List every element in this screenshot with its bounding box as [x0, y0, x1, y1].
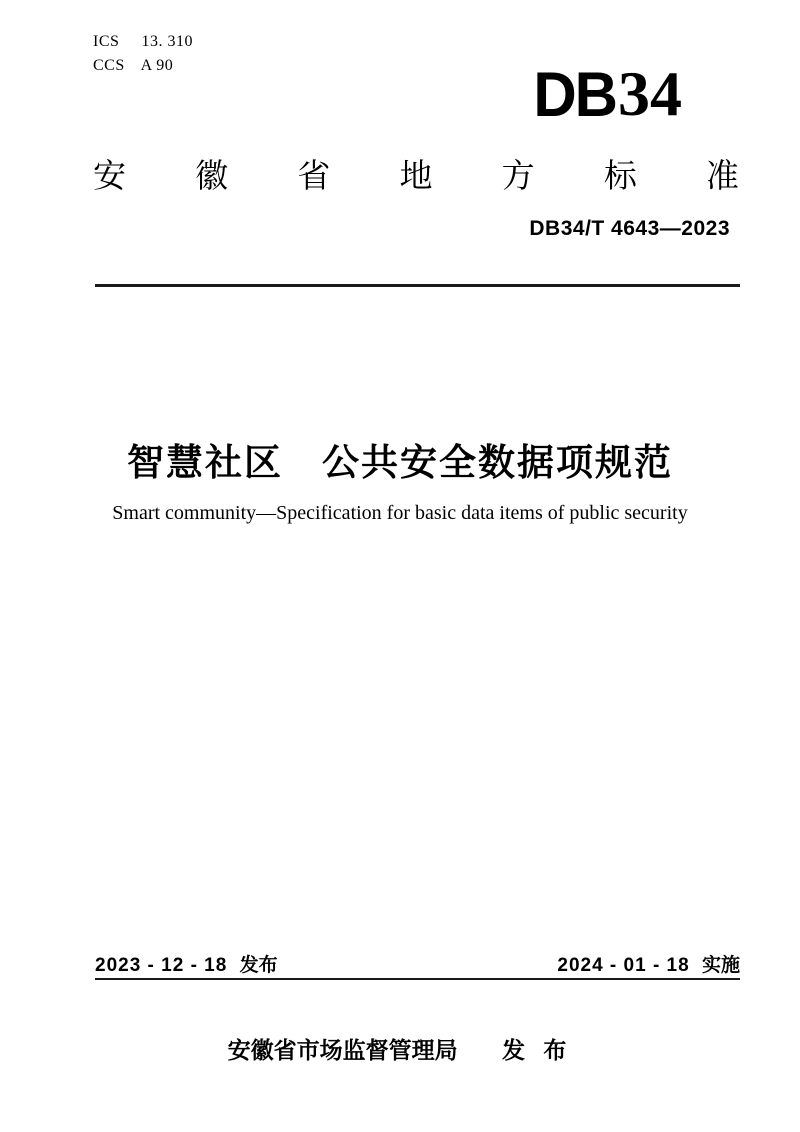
standard-name-heading: 安 徽 省 地 方 标 准	[93, 157, 740, 194]
classification-codes	[93, 30, 193, 78]
ccs-value: A 90	[140, 57, 174, 74]
release-date-group	[95, 950, 278, 977]
header-rule	[95, 284, 740, 287]
document-title-en: Smart community—Specification for basic data items of public security	[112, 502, 688, 524]
standard-code: DB34/T 4643—2023	[529, 217, 730, 240]
publisher-action: 发 布	[502, 1037, 573, 1063]
release-date: 2023 - 12 - 18	[95, 955, 228, 976]
publisher-name: 安徽省市场监督管理局	[227, 1037, 458, 1063]
publisher-line	[0, 1032, 800, 1065]
ccs-label: CCS	[93, 57, 125, 74]
ics-value: 13. 310	[141, 33, 193, 50]
implementation-label: 实施	[701, 955, 740, 976]
release-label: 发布	[239, 955, 278, 976]
document-title-cn: 智慧社区 公共安全数据项规范	[127, 442, 673, 483]
implementation-date: 2024 - 01 - 18	[557, 955, 690, 976]
ics-label: ICS	[93, 33, 120, 50]
date-row	[95, 950, 740, 977]
implementation-date-group	[557, 950, 740, 977]
ccs-code-row	[93, 54, 193, 78]
db34-logo-number: 34	[618, 58, 682, 129]
db34-logo-db: DB	[533, 59, 616, 130]
footer-rule	[95, 978, 740, 980]
ics-code-row	[93, 30, 193, 54]
db34-logo	[533, 58, 682, 130]
